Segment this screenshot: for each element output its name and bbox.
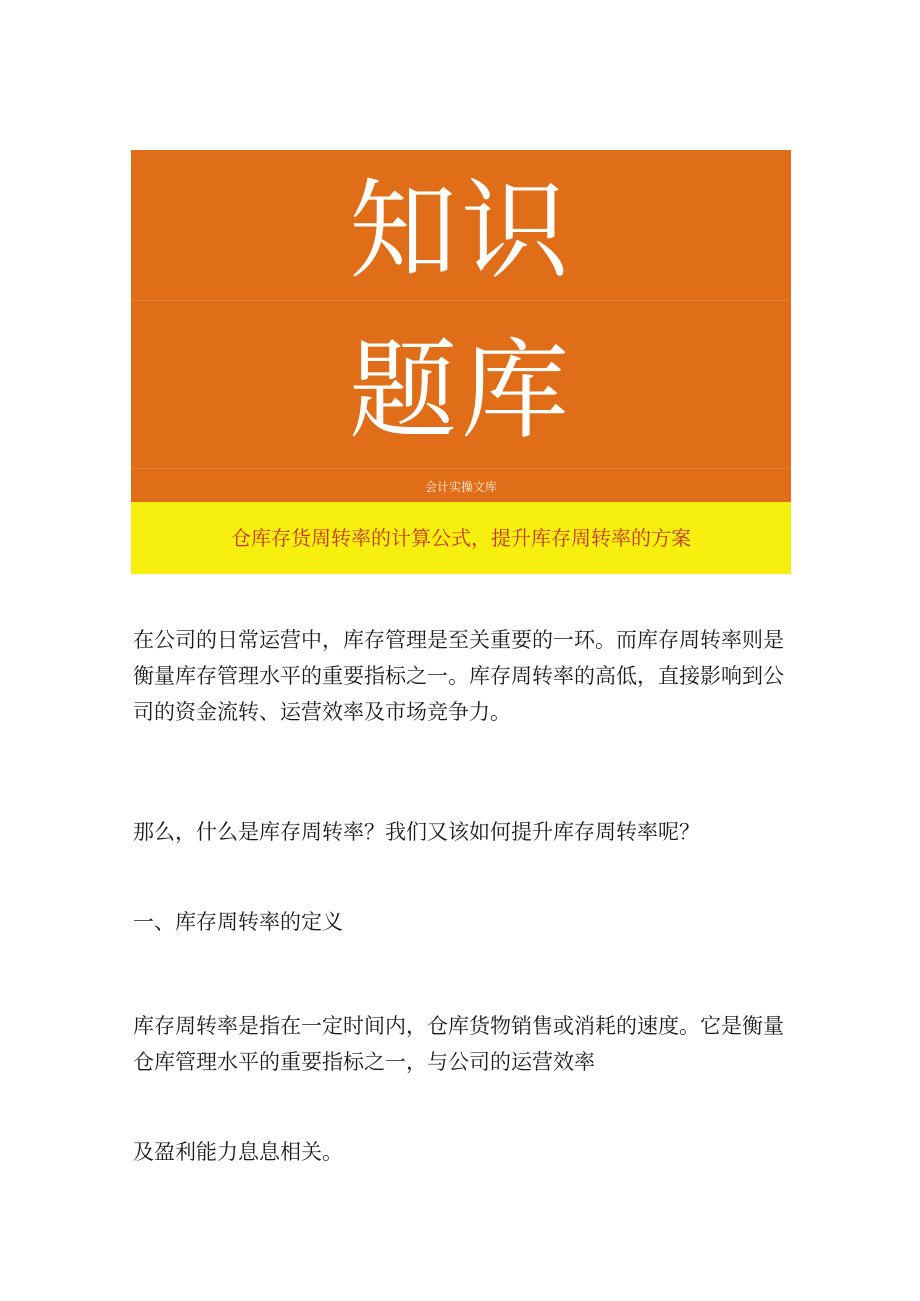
definition-paragraph: 库存周转率是指在一定时间内，仓库货物销售或消耗的速度。它是衡量仓库管理水平的重要指标之一，与公司的运营效率 — [133, 1014, 784, 1074]
cover-banner — [131, 150, 791, 502]
banner-divider — [131, 468, 791, 469]
intro-paragraph: 在公司的日常运营中，库存管理是至关重要的一环。而库存周转率则是衡量库存管理水平的重要指标之一。库存周转率的高低，直接影响到公司的资金流转、运营效率及市场竞争力。 — [133, 628, 784, 724]
section-heading: 一、库存周转率的定义 — [133, 910, 343, 934]
document-title-bar — [131, 502, 791, 574]
banner-divider — [131, 300, 791, 301]
banner-subtitle: 会计实操文库 — [424, 480, 497, 494]
banner-title-line1: 知识 — [348, 169, 573, 294]
document-title: 仓库存货周转率的计算公式，提升库存周转率的方案 — [231, 526, 691, 550]
question-paragraph: 那么，什么是库存周转率？我们又该如何提升库存周转率呢？ — [133, 820, 700, 844]
banner-title-line2: 题库 — [348, 329, 573, 454]
definition-paragraph-continued: 及盈利能力息息相关。 — [133, 1140, 343, 1164]
